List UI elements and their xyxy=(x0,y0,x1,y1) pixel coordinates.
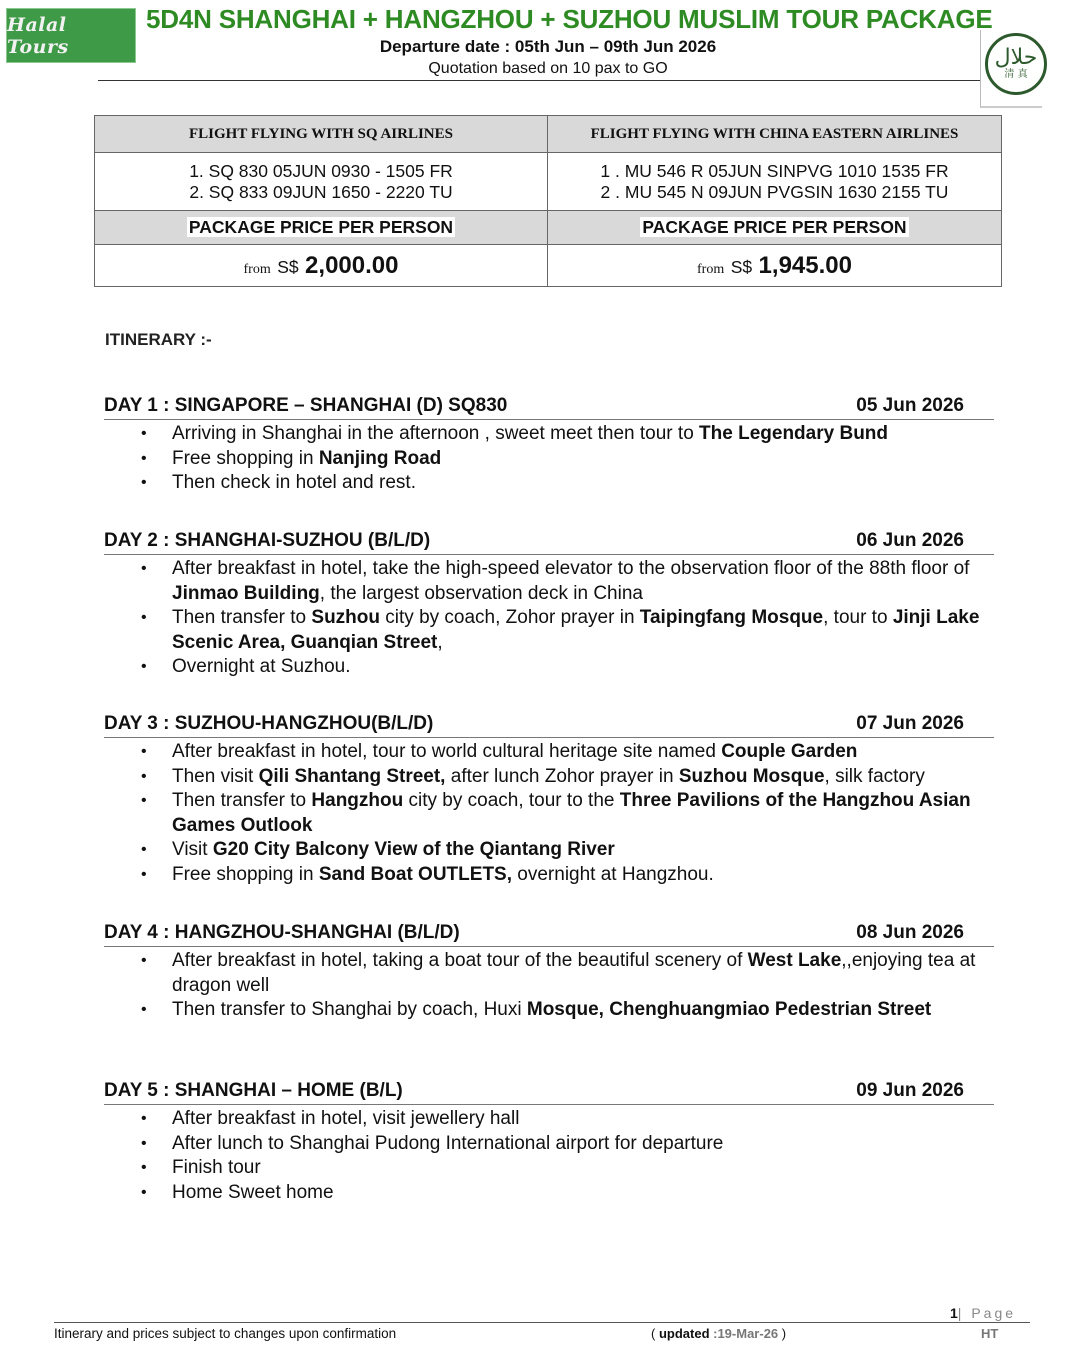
day-activities xyxy=(104,949,994,1023)
page-number: 1| Page xyxy=(950,1305,1017,1321)
activity-item: • After breakfast in hotel, tour to world cultural heritage site named Couple Garden xyxy=(104,740,994,765)
footer-disclaimer: Itinerary and prices subject to changes upon confirmation xyxy=(54,1326,397,1341)
day-heading xyxy=(104,713,994,738)
day-section xyxy=(104,713,994,887)
day-date: 09 Jun 2026 xyxy=(856,1080,964,1101)
mu-price: from S$ 1,945.00 xyxy=(548,245,1002,287)
sq-flight-details xyxy=(95,153,548,211)
day-section xyxy=(104,395,994,496)
mu-price-header: PACKAGE PRICE PER PERSON xyxy=(548,211,1002,245)
sq-price-amount: 2,000.00 xyxy=(305,251,399,279)
footer-updated: ( updated :19-Mar-26 ) xyxy=(651,1326,787,1341)
day-activities xyxy=(104,557,994,680)
itinerary-label: ITINERARY :- xyxy=(105,330,212,349)
page-title: 5D4N SHANGHAI + HANGZHOU + SUZHOU MUSLIM TOUR PACKAGE xyxy=(146,4,993,34)
activity-item: • Finish tour xyxy=(104,1156,994,1181)
mu-price-amount: 1,945.00 xyxy=(758,251,852,279)
activity-item: • Free shopping in Sand Boat OUTLETS, overnight at Hangzhou. xyxy=(104,863,994,888)
activity-item: • After lunch to Shanghai Pudong International airport for departure xyxy=(104,1132,994,1157)
day-heading xyxy=(104,530,994,555)
halal-arabic-text: حلال xyxy=(994,45,1038,70)
day-section xyxy=(104,530,994,680)
quotation-note: Quotation based on 10 pax to GO xyxy=(428,60,668,77)
day-title: DAY 5 : SHANGHAI – HOME (B/L) xyxy=(104,1080,403,1101)
sq-flight-line: 2. SQ 833 09JUN 1650 - 2220 TU xyxy=(189,181,453,202)
day-heading xyxy=(104,922,994,947)
activity-item: • Then transfer to Hangzhou city by coach, tour to the Three Pavilions of the Hangzhou Asian Games Outlook xyxy=(104,789,994,838)
activity-item: • Then visit Qili Shantang Street, after lunch Zohor prayer in Suzhou Mosque, silk factory xyxy=(104,765,994,790)
sq-flight-line: 1. SQ 830 05JUN 0930 - 1505 FR xyxy=(189,160,453,181)
sq-price: from S$ 2,000.00 xyxy=(95,245,548,287)
day-date: 05 Jun 2026 xyxy=(856,395,964,416)
activity-item: • After breakfast in hotel, taking a boat tour of the beautiful scenery of West Lake,,enjoying tea at dragon well xyxy=(104,949,994,998)
day-date: 07 Jun 2026 xyxy=(856,713,964,734)
day-title: DAY 1 : SINGAPORE – SHANGHAI (D) SQ830 xyxy=(104,395,508,416)
day-activities xyxy=(104,422,994,496)
day-activities xyxy=(104,740,994,887)
activity-item: • Home Sweet home xyxy=(104,1181,994,1206)
activity-item: • After breakfast in hotel, take the high-speed elevator to the observation floor of the 88th floor of Jinmao Building, the largest observation deck in China xyxy=(104,557,994,606)
sq-flight-header: FLIGHT FLYING WITH SQ AIRLINES xyxy=(95,116,548,153)
mu-flight-line: 2 . MU 545 N 09JUN PVGSIN 1630 2155 TU xyxy=(600,181,949,202)
day-title: DAY 2 : SHANGHAI-SUZHOU (B/L/D) xyxy=(104,530,431,551)
day-title: DAY 3 : SUZHOU-HANGZHOU(B/L/D) xyxy=(104,713,434,734)
day-title: DAY 4 : HANGZHOU-SHANGHAI (B/L/D) xyxy=(104,922,460,943)
halal-chinese-text: 清 真 xyxy=(1004,69,1028,80)
mu-flight-line: 1 . MU 546 R 05JUN SINPVG 1010 1535 FR xyxy=(600,160,949,181)
activity-item: • Visit G20 City Balcony View of the Qiantang River xyxy=(104,838,994,863)
logo-text: Halal Tours xyxy=(7,13,69,58)
day-activities xyxy=(104,1107,994,1205)
day-section xyxy=(104,922,994,1023)
header-divider xyxy=(98,80,980,81)
day-section xyxy=(104,1080,994,1205)
halal-seal-icon xyxy=(985,33,1047,95)
footer-initials: HT xyxy=(981,1326,999,1341)
activity-item: • Arriving in Shanghai in the afternoon , sweet meet then tour to The Legendary Bund xyxy=(104,422,994,447)
mu-flight-details xyxy=(548,153,1002,211)
flight-price-table xyxy=(94,115,1002,287)
activity-item: • Then transfer to Suzhou city by coach, Zohor prayer in Taipingfang Mosque, tour to Jinji Lake Scenic Area, Guanqian Street, xyxy=(104,606,994,655)
activity-item: • After breakfast in hotel, visit jewellery hall xyxy=(104,1107,994,1132)
mu-flight-header: FLIGHT FLYING WITH CHINA EASTERN AIRLINES xyxy=(548,116,1002,153)
activity-item: • Free shopping in Nanjing Road xyxy=(104,447,994,472)
day-heading xyxy=(104,395,994,420)
day-heading xyxy=(104,1080,994,1105)
sq-price-header: PACKAGE PRICE PER PERSON xyxy=(95,211,548,245)
departure-date: Departure date : 05th Jun – 09th Jun 2026 xyxy=(379,37,717,56)
activity-item: • Then transfer to Shanghai by coach, Huxi Mosque, Chenghuangmiao Pedestrian Street xyxy=(104,998,994,1023)
day-date: 06 Jun 2026 xyxy=(856,530,964,551)
activity-item: • Overnight at Suzhou. xyxy=(104,655,994,680)
day-date: 08 Jun 2026 xyxy=(856,922,964,943)
footer-divider xyxy=(54,1322,1030,1323)
activity-item: • Then check in hotel and rest. xyxy=(104,471,994,496)
